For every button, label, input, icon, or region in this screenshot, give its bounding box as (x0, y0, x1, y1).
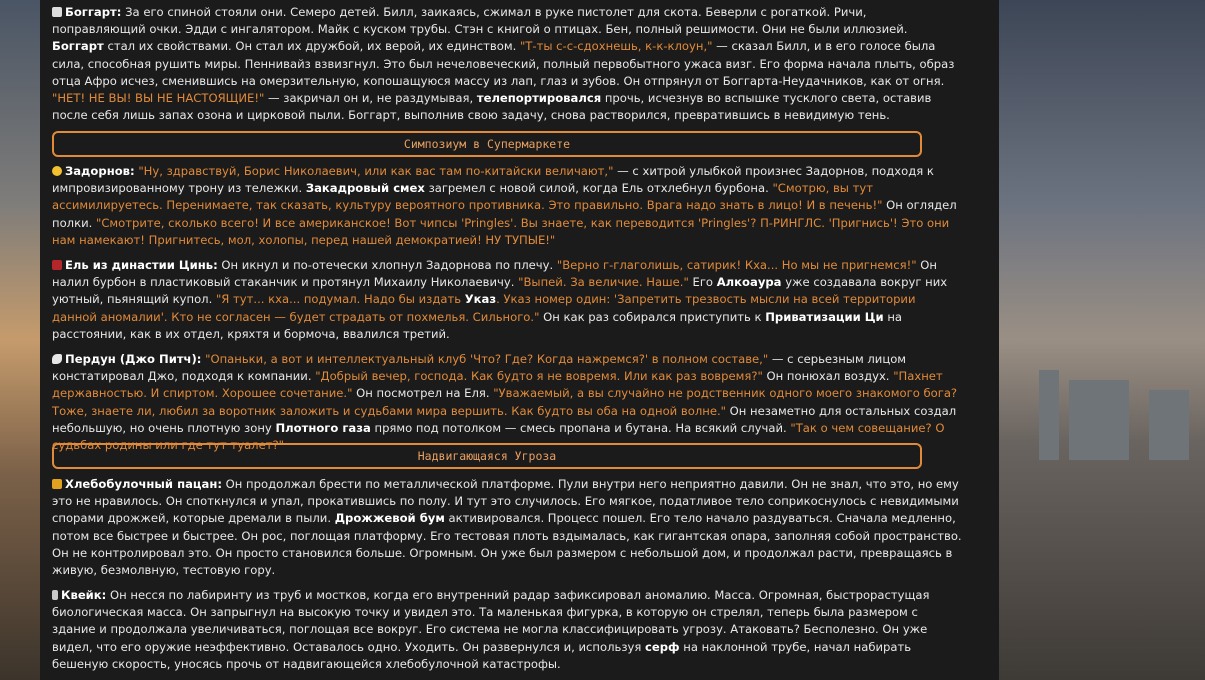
speaker-name: Пердун (Джо Питч): (65, 352, 202, 366)
background-left (0, 0, 40, 680)
background-right (999, 0, 1205, 680)
rock-spire (1069, 380, 1129, 460)
section-header-threat: Надвигающаяся Угроза (52, 443, 922, 469)
section-header-supermarket: Симпозиум в Супермаркете (52, 131, 922, 157)
rocket-icon (52, 590, 58, 600)
ghost-icon (52, 7, 62, 17)
rock-spire (1039, 370, 1059, 460)
message-el: Ель из династии Цинь: Он икнул и по-отечески хлопнул Задорнова по плечу. "Верно г-глаголишь, сатирик! Кха... Но мы не пригнемся!" Он налил бурбон в пластиковый стаканчик и протянул Михаилу Николаевичу. "Выпей. За величие. Наше." Его Алкоаура уже создавала вокруг них уютный, пьянящий купол. "Я тут... кха... подумал. Надо бы издать Указ. Указ номер один: 'Запретить трезвость мысли на всей территории данной аномалии'. Кто не согласен — будет страдать от похмелья. Сильного." Он как раз собирался приступить к Приватизации Ци на расстоянии, как в их отдел, кряхтя и бормоча, ввалился третий. (52, 258, 948, 341)
dynasty-icon (52, 260, 62, 270)
speaker-name: Задорнов: (65, 164, 135, 178)
speaker-name: Боггарт: (65, 5, 122, 19)
smiley-icon (52, 166, 62, 176)
message-bread: Хлебобулочный пацан: Он продолжал брести по металлической платформе. Пули внутри него неприятно давили. Он не знал, что это, но ему это не нравилось. Он споткнулся и упал, прокатившись по полу. И тут это случилось. Его мягкое, податливое тело соприкоснулось с невидимыми спорами дрожжей, которые дремали в пыли. Дрожжевой бум активировался. Процесс пошел. Его тело начало раздуваться. Сначала медленно, потом все быстрее и быстрее. Он рос, поглощая платформу. Его тестовая плоть вздымалась, как гигантская опара, заполняя собой пространство. Он не контролировал это. Он просто становился больше. Огромным. Он уже был размером с небольшой дом, и продолжал расти, превращаясь в живую, безмолвную, тестовую гору. (52, 477, 962, 578)
speaker-name: Квейк: (61, 588, 107, 602)
message-zadornov: Задорнов: "Ну, здравствуй, Борис Николаевич, или как вас там по-китайски величают," — с хитрой улыбкой произнес Задорнов, подходя к импровизированному трону из тележки. Закадровый смех загремел с новой силой, когда Ель отхлебнул бурбона. "Смотрю, вы тут ассимилируетесь. Перенимаете, так сказать, культуру вероятного противника. Это правильно. Врага надо знать в лицо! И в печень!" Он оглядел полки. "Смотрите, сколько всего! И все американское! Вот чипсы 'Pringles'. Вы знаете, как переводится 'Pringles'? П-РИНГЛС. 'Пригнись'! Это они нам намекают! Пригнитесь, мол, холопы, перед нашей демократией! НУ ТУПЫЕ!" (52, 164, 957, 247)
message-quake: Квейк: Он несся по лабиринту из труб и мостков, когда его внутренний радар зафиксировал аномалию. Масса. Огромная, быстрорастущая биологическая масса. Он запрыгнул на высокую точку и увидел это. Та маленькая фигурка, в которую он стрелял, теперь была размером с здание и продолжала увеличиваться, поглощая все вокруг. Его система не могла классифицировать угрозу. Атаковать? Бесполезно. Он уже видел, что его оружие неэффективно. Оставалось одно. Уходить. Он развернулся и, используя серф на наклонной трубе, начал набирать бешеную скорость, уносясь прочь от надвигающейся хлебобулочной катастрофы. (52, 588, 930, 671)
speaker-name: Ель из династии Цинь: (65, 258, 218, 272)
dash-cloud-icon (52, 354, 62, 364)
speaker-name: Хлебобулочный пацан: (65, 477, 222, 491)
message-perdun: Пердун (Джо Питч): "Опаньки, а вот и интеллектуальный клуб 'Что? Где? Когда нажремся?' в полном составе," — с серьезным лицом констатировал Джо, подходя к компании. "Добрый вечер, господа. Как будто я не вовремя. Или как раз вовремя?" Он понюхал воздух. "Пахнет державностью. И спиртом. Хорошее сочетание." Он посмотрел на Еля. "Уважаемый, а вы случайно не родственник одного моего знакомого бога? Тоже, знаете ли, любил за воротник заложить и судьбами мира вершить. Как будто вы оба на одной волне." Он незаметно для остальных создал небольшую, но очень плотную зону Плотного газа прямо под потолком — смесь пропана и бутана. На всякий случай. "Так о чем совещание? О судьбах родины или где тут туалет?" (52, 352, 958, 453)
message-boggart: Боггарт: За его спиной стояли они. Семеро детей. Билл, заикаясь, сжимал в руке пистолет для скота. Беверли с рогаткой. Ричи, поправляющий очки. Эдди с ингалятором. Майк с куском трубы. Стэн с книгой о птицах. Бен, полный решимости. Они не были иллюзией. Боггарт стал их свойствами. Он стал их дружбой, их верой, их единством. "Т-ты с-с-сдохнешь, к-к-клоун," — сказал Билл, и в его голосе была сила, способная рушить миры. Пеннивайз взвизгнул. Это был нечеловеческий, полный первобытного ужаса визг. Его форма начала плыть, образ отца Афро исчез, сменившись на омерзительную, копошащуюся массу из лап, глаз и зубов. Он отпрянул от Боггарта-Неудачников, как от огня. "НЕТ! НЕ ВЫ! ВЫ НЕ НАСТОЯЩИЕ!" — закричал он и, не раздумывая, телепортировался прочь, исчезнув во вспышке тусклого света, оставив после себя лишь запах озона и цирковой пыли. Боггарт, выполнив свою задачу, снова растворился, превратившись в невидимую тень. (52, 5, 955, 123)
rock-spire (1149, 390, 1189, 460)
bread-icon (52, 479, 62, 489)
